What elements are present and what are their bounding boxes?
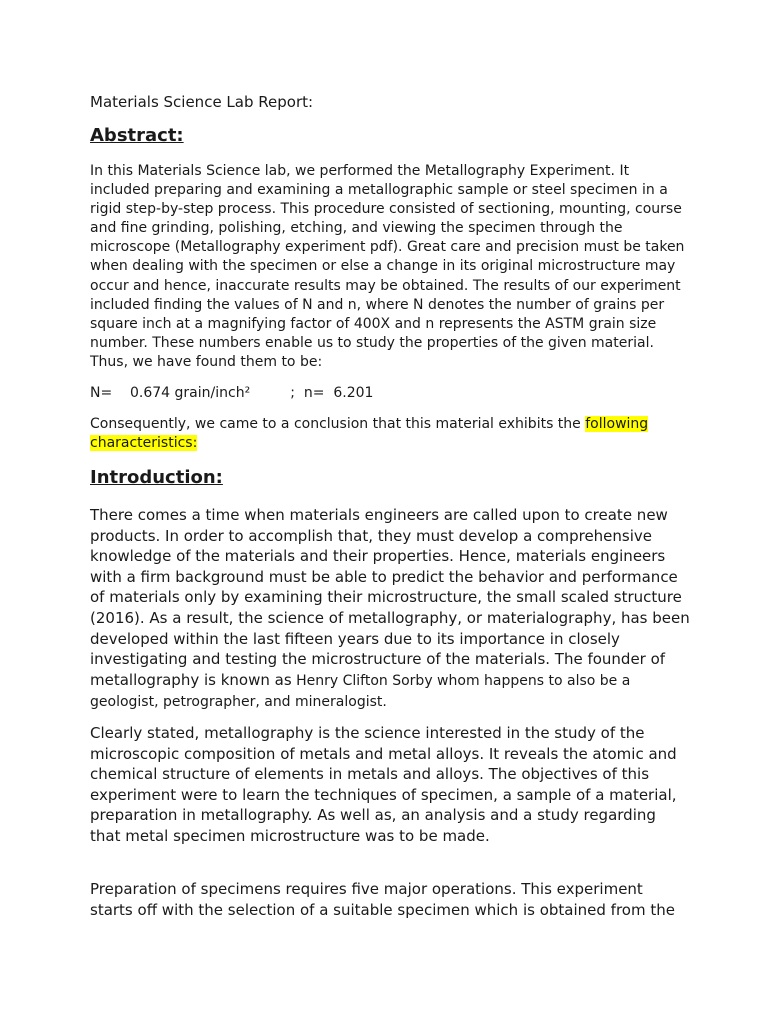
introduction-paragraph-1 (90, 505, 690, 712)
results-values-line: N= 0.674 grain/inch² ; n= 6.201 (90, 385, 374, 401)
introduction-paragraph-2: Clearly stated, metallography is the science interested in the study of the microscopic composition of metals and metal alloys. It reveals the atomic and chemical structure of elements in metals and alloys. The objectives of this experiment were to learn the techniques of specimen, a sample of a material, preparation in metallography. As well as, an analysis and a study regarding that metal specimen microstructure was to be made. (90, 724, 677, 845)
document-title: Materials Science Lab Report: (90, 93, 314, 111)
intro-p1-end-text: Henry Clifton Sorby whom happens to also be a geologist, petrographer, and mineralogist. (90, 672, 631, 710)
conclusion-paragraph (90, 415, 690, 453)
abstract-paragraph: In this Materials Science lab, we performed the Metallography Experiment. It included preparing and examining a metallographic sample or steel specimen in a rigid step-by-step process. This procedure consisted of sectioning, mounting, course and fine grinding, polishing, etching, and viewing the specimen through the microscope (Metallography experiment pdf). Great care and precision must be taken when dealing with the specimen or else a change in its original microstructure may occur and hence, inaccurate results may be obtained. The results of our experiment included finding the values of N and n, where N denotes the number of grains per square inch at a magnifying factor of 400X and n represents the ASTM grain size number. These numbers enable us to study the properties of the given material. Thus, we have found them to be: (90, 163, 685, 370)
abstract-heading: Abstract: (90, 125, 184, 146)
highlighted-text: following characteristics: (90, 416, 649, 452)
introduction-heading: Introduction: (90, 467, 223, 488)
conclusion-text: Consequently, we came to a conclusion that this material exhibits the (90, 416, 586, 432)
introduction-paragraph-3: Preparation of specimens requires five major operations. This experiment starts off with the selection of a suitable specimen which is obtained from the (90, 880, 675, 919)
intro-p1-text: There comes a time when materials engineers are called upon to create new products. In order to accomplish that, they must develop a comprehensive knowledge of the materials and their properties. Hence, materials engineers with a firm background must be able to predict the behavior and performance of materials only by examining their microstructure, the small scaled structure (2016). As a result, the science of metallography, or materialography, has been developed within the last fifteen years due to its importance in closely investigating and testing the microstructure of the materials. The founder of metallography is known as (90, 506, 690, 689)
